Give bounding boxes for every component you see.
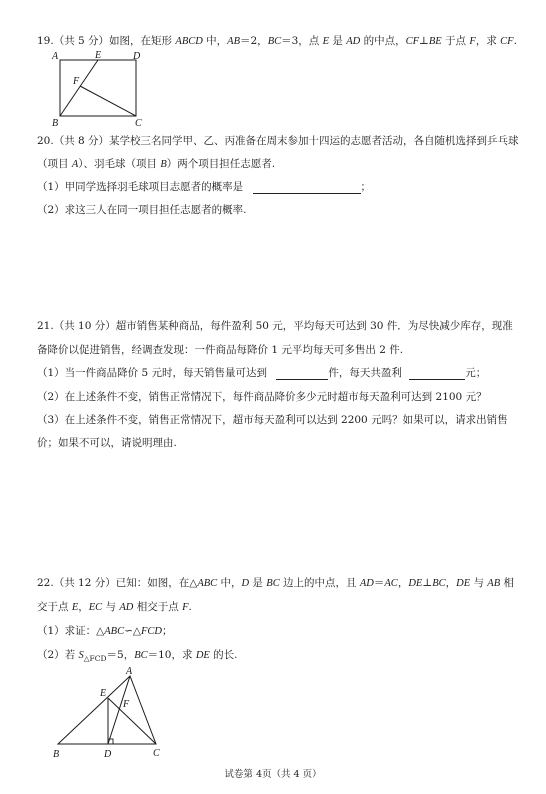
- q21-part1: （1）当一件商品降价 5 元时，每天销售量可达到 件，每天共盈利 元；: [37, 367, 487, 379]
- label-f: F: [123, 699, 130, 710]
- q21-sales-blank: [276, 368, 328, 380]
- q21-part2: （2）在上述条件不变，销售正常情况下，每件商品降价多少元时超市每天盈利可达到 2100 元？: [37, 391, 487, 403]
- label-d: D: [104, 749, 112, 760]
- label-b: B: [53, 749, 60, 760]
- label-e: E: [95, 50, 102, 61]
- q22-triangle-figure: [48, 664, 178, 764]
- rect-abcd: [60, 60, 136, 116]
- q20-statement-line2: （项目 A）、羽毛球（项目 B）两个项目担任志愿者.: [37, 158, 276, 170]
- q21-part3: （3）在上述条件不变，销售正常情况下，超市每天盈利可以达到 2200 元吗？如果可以，请求出销售: [37, 414, 508, 426]
- q21-statement-line1: 21.（共 10 分）超市销售某种商品，每件盈利 50 元，平均每天可达到 30 件．为尽快减少库存，现准: [37, 320, 513, 332]
- q20-part1: （1）甲同学选择羽毛球项目志愿者的概率是 ；: [37, 181, 372, 193]
- q22-statement-line2: 交于点 E，EC 与 AD 相交于点 F.: [37, 601, 192, 613]
- q20-answer-blank: [253, 182, 361, 194]
- q19-statement: 19.（共 5 分）如图，在矩形 ABCD 中，AB＝2，BC＝3，点 E 是 AD 的中点，CF⊥BE 于点 F，求 CF.: [37, 35, 517, 47]
- segment-cf: [80, 86, 136, 116]
- label-a: A: [126, 666, 133, 677]
- q19-rectangle-figure: [48, 48, 148, 128]
- page-footer: 试卷第 4页（共 4 页）: [224, 769, 322, 780]
- label-b: B: [52, 118, 59, 128]
- q21-part3-continued: 价；如果不可以，请说明理由.: [37, 437, 177, 449]
- q21-statement-line2: 备降价以促进销售，经调查发现：一件商品每降价 1 元平均每天可多售出 2 件.: [37, 344, 404, 356]
- q22-part1: （1）求证：△ABC∽△FCD；: [37, 625, 173, 637]
- label-e: E: [100, 688, 107, 699]
- label-c: C: [135, 118, 142, 128]
- triangle-abc: [58, 676, 156, 744]
- q20-statement-line1: 20.（共 8 分）某学校三名同学甲、乙、丙准备在周末参加十四运的志愿者活动，各自随机选择到乒乓球: [37, 135, 519, 147]
- q21-profit-blank: [409, 368, 465, 380]
- q22-part2: （2）若 $S_{\triangle FCD}=5$，BC＝10，求 DE 的长.: [37, 649, 238, 664]
- segment-be: [60, 60, 98, 116]
- label-a: A: [52, 51, 59, 62]
- label-f: F: [73, 76, 80, 87]
- q20-part2: （2）求这三人在同一项目担任志愿者的概率.: [37, 204, 247, 216]
- label-d: D: [133, 51, 141, 62]
- q22-statement-line1: 22.（共 12 分）已知：如图，在△ABC 中，D 是 BC 边上的中点，且 AD＝AC，DE⊥BC，DE 与 AB 相: [37, 577, 514, 589]
- label-c: C: [153, 748, 160, 759]
